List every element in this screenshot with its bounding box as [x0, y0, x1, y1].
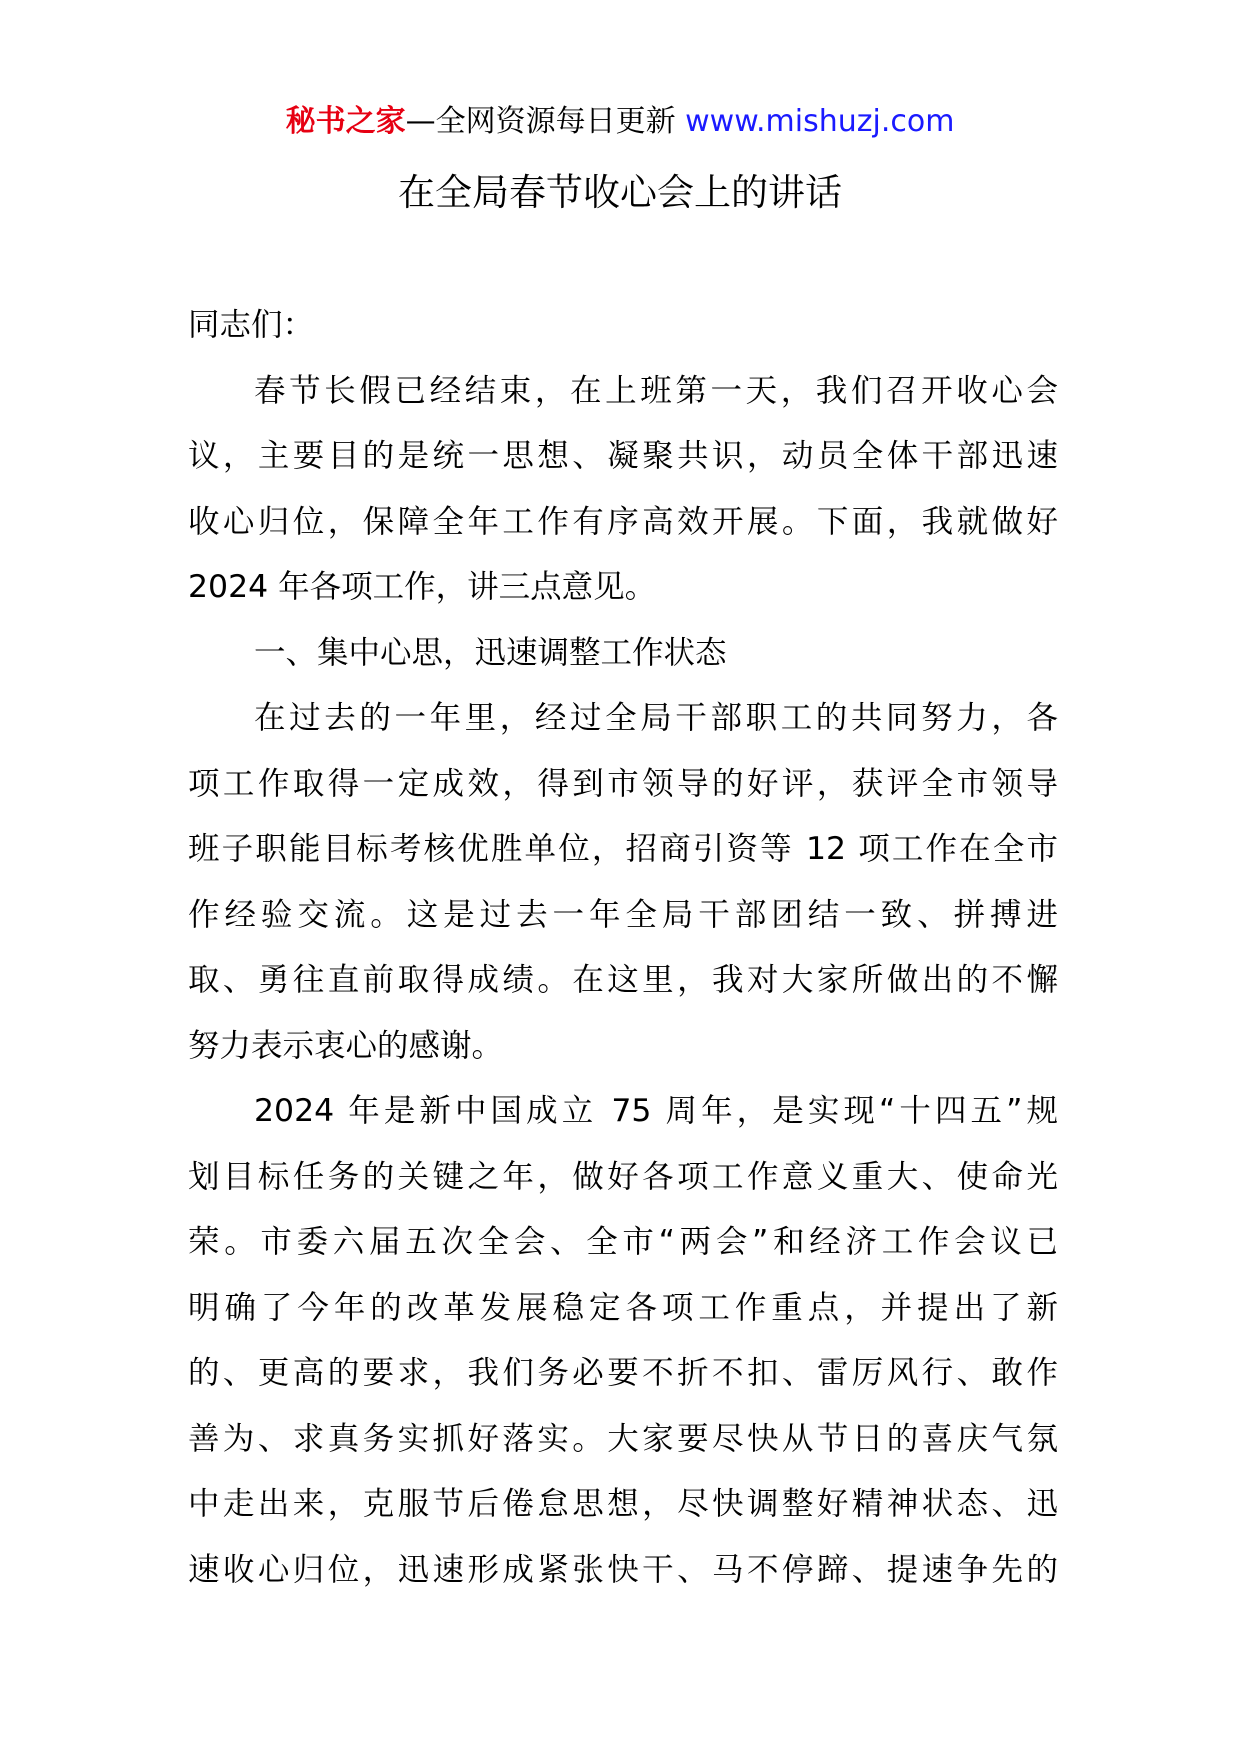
paragraph-line: 收心归位，保障全年工作有序高效开展。下面，我就做好	[188, 503, 1058, 540]
paragraph-line: 努力表示衷心的感谢。	[188, 1027, 504, 1064]
paragraph-line: 速收心归位，迅速形成紧张快干、马不停蹄、提速争先的	[188, 1551, 1058, 1588]
paragraph-line: 善为、求真务实抓好落实。大家要尽快从节日的喜庆气氛	[188, 1420, 1058, 1457]
paragraph-line: 项工作取得一定成效，得到市领导的好评，获评全市领导	[188, 765, 1058, 802]
section-heading	[188, 621, 1058, 687]
paragraph-line: 议，主要目的是统一思想、凝聚共识，动员全体干部迅速	[188, 438, 1058, 474]
paragraph-line: 的、更高的要求，我们务必要不折不扣、雷厉风行、敢作	[188, 1355, 1058, 1391]
site-slogan: —全网资源每日更新	[405, 104, 676, 139]
paragraph-line: 荣。市委六届五次全会、全市“两会”和经济工作会议已	[188, 1224, 1058, 1260]
paragraph-line: 划目标任务的关键之年，做好各项工作意义重大、使命光	[188, 1158, 1058, 1195]
paragraph-intro	[188, 359, 1058, 621]
paragraph-line: 2024 年是新中国成立 75 周年，是实现“十四五”规	[254, 1093, 1058, 1129]
site-brand: 秘书之家	[285, 104, 406, 139]
paragraph-line: 明确了今年的改革发展稳定各项工作重点，并提出了新	[188, 1289, 1058, 1326]
paragraph-line: 中走出来，克服节后倦怠思想，尽快调整好精神状态、迅	[188, 1486, 1058, 1522]
heading-line: 一、集中心思，迅速调整工作状态	[254, 634, 727, 671]
site-url-link[interactable]: www.mishuzj.com	[685, 104, 955, 139]
paragraph-achievements	[188, 686, 1058, 1079]
paragraph-line: 春节长假已经结束，在上班第一天，我们召开收心会	[254, 372, 1058, 409]
site-header	[0, 102, 1240, 142]
document-title: 在全局春节收心会上的讲话	[398, 171, 842, 214]
paragraph-line: 班子职能目标考核优胜单位，招商引资等 12 项工作在全市	[188, 831, 1058, 867]
paragraph-2024	[188, 1079, 1058, 1603]
document-body	[188, 293, 1058, 1603]
paragraph-line: 在过去的一年里，经过全局干部职工的共同努力，各	[254, 700, 1058, 736]
paragraph-line: 2024 年各项工作，讲三点意见。	[188, 569, 657, 605]
salutation: 同志们：	[188, 307, 315, 343]
paragraph-line: 作经验交流。这是过去一年全局干部团结一致、拼搏进	[188, 896, 1058, 933]
paragraph-line: 取、勇往直前取得成绩。在这里，我对大家所做出的不懈	[188, 962, 1058, 998]
